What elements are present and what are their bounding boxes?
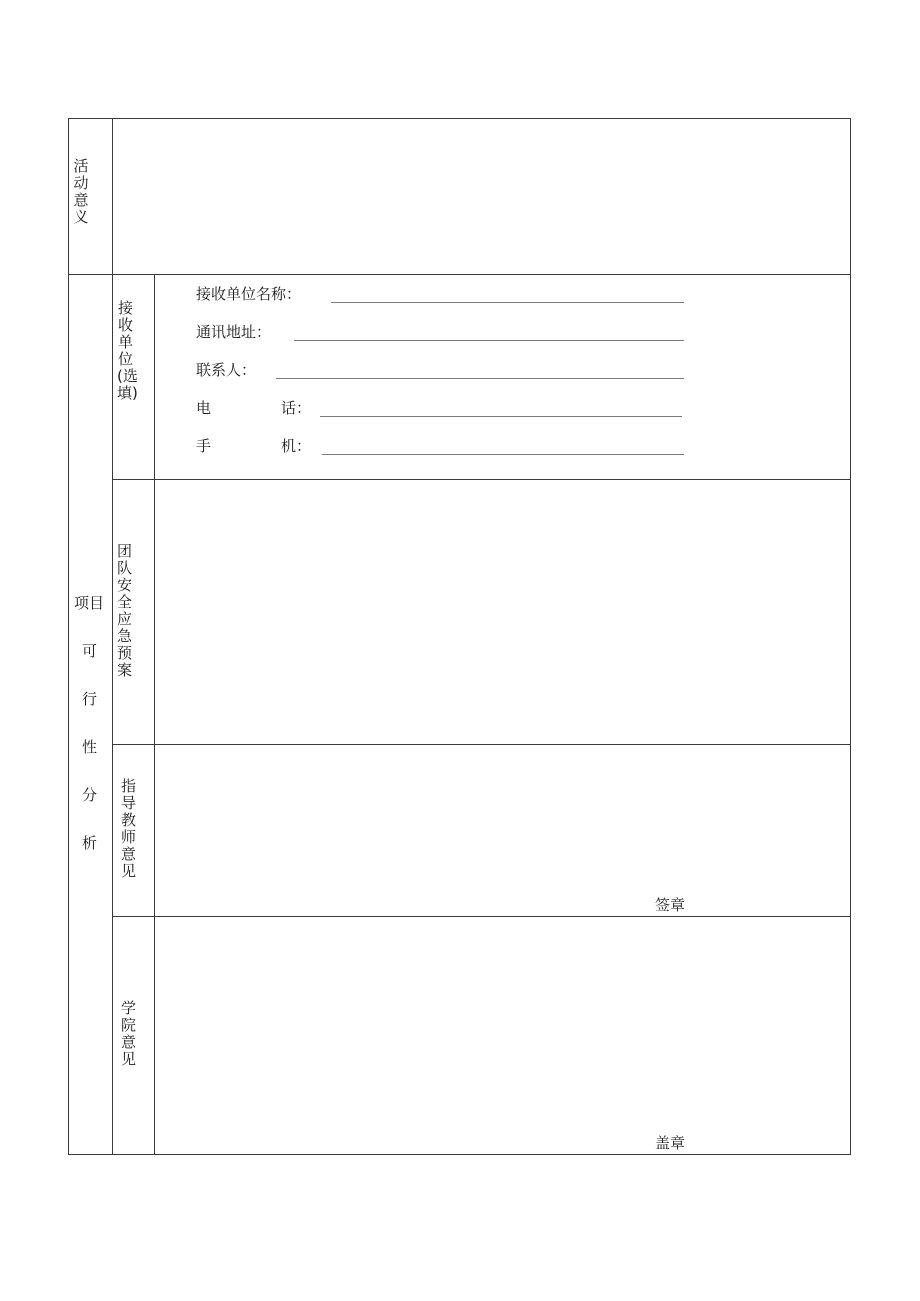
feasibility-label-1: 项目 [74,594,105,612]
receiver-address-field[interactable] [294,340,684,341]
feasibility-label-5: 分 [82,786,98,804]
feasibility-label-2: 可 [82,642,98,660]
receiver-mobile-label-b: 机： [281,437,312,455]
advisor-content-cell[interactable] [155,745,850,916]
feasibility-label-3: 行 [82,690,98,708]
receiver-phone-field[interactable] [320,416,682,417]
activity-label: 活动意义 [73,157,89,226]
advisor-label: 指导教师意见 [120,777,136,880]
safety-content-cell[interactable] [155,480,850,744]
feasibility-label-4: 性 [82,738,98,756]
college-stamp-label: 盖章 [655,1134,686,1152]
receiver-mobile-label-a: 手 [196,437,212,455]
advisor-sign-label: 签章 [655,896,686,914]
receiver-contact-field[interactable] [276,378,684,379]
receiver-name-field[interactable] [331,302,684,303]
safety-label: 团队安全应急预案 [116,542,132,679]
receiver-mobile-field[interactable] [322,454,684,455]
receiver-label: 接收单位(选填) [117,299,138,402]
divider-activity-bottom [68,274,851,275]
receiver-phone-label-a: 电 [196,399,212,417]
feasibility-label-6: 析 [82,834,98,852]
activity-content-cell[interactable] [113,119,850,274]
college-content-cell[interactable] [155,917,850,1154]
college-label: 学院意见 [120,999,136,1068]
receiver-address-label: 通讯地址： [196,323,272,341]
receiver-name-label: 接收单位名称： [196,285,302,303]
receiver-contact-label: 联系人： [196,361,257,379]
receiver-phone-label-b: 话： [281,399,312,417]
